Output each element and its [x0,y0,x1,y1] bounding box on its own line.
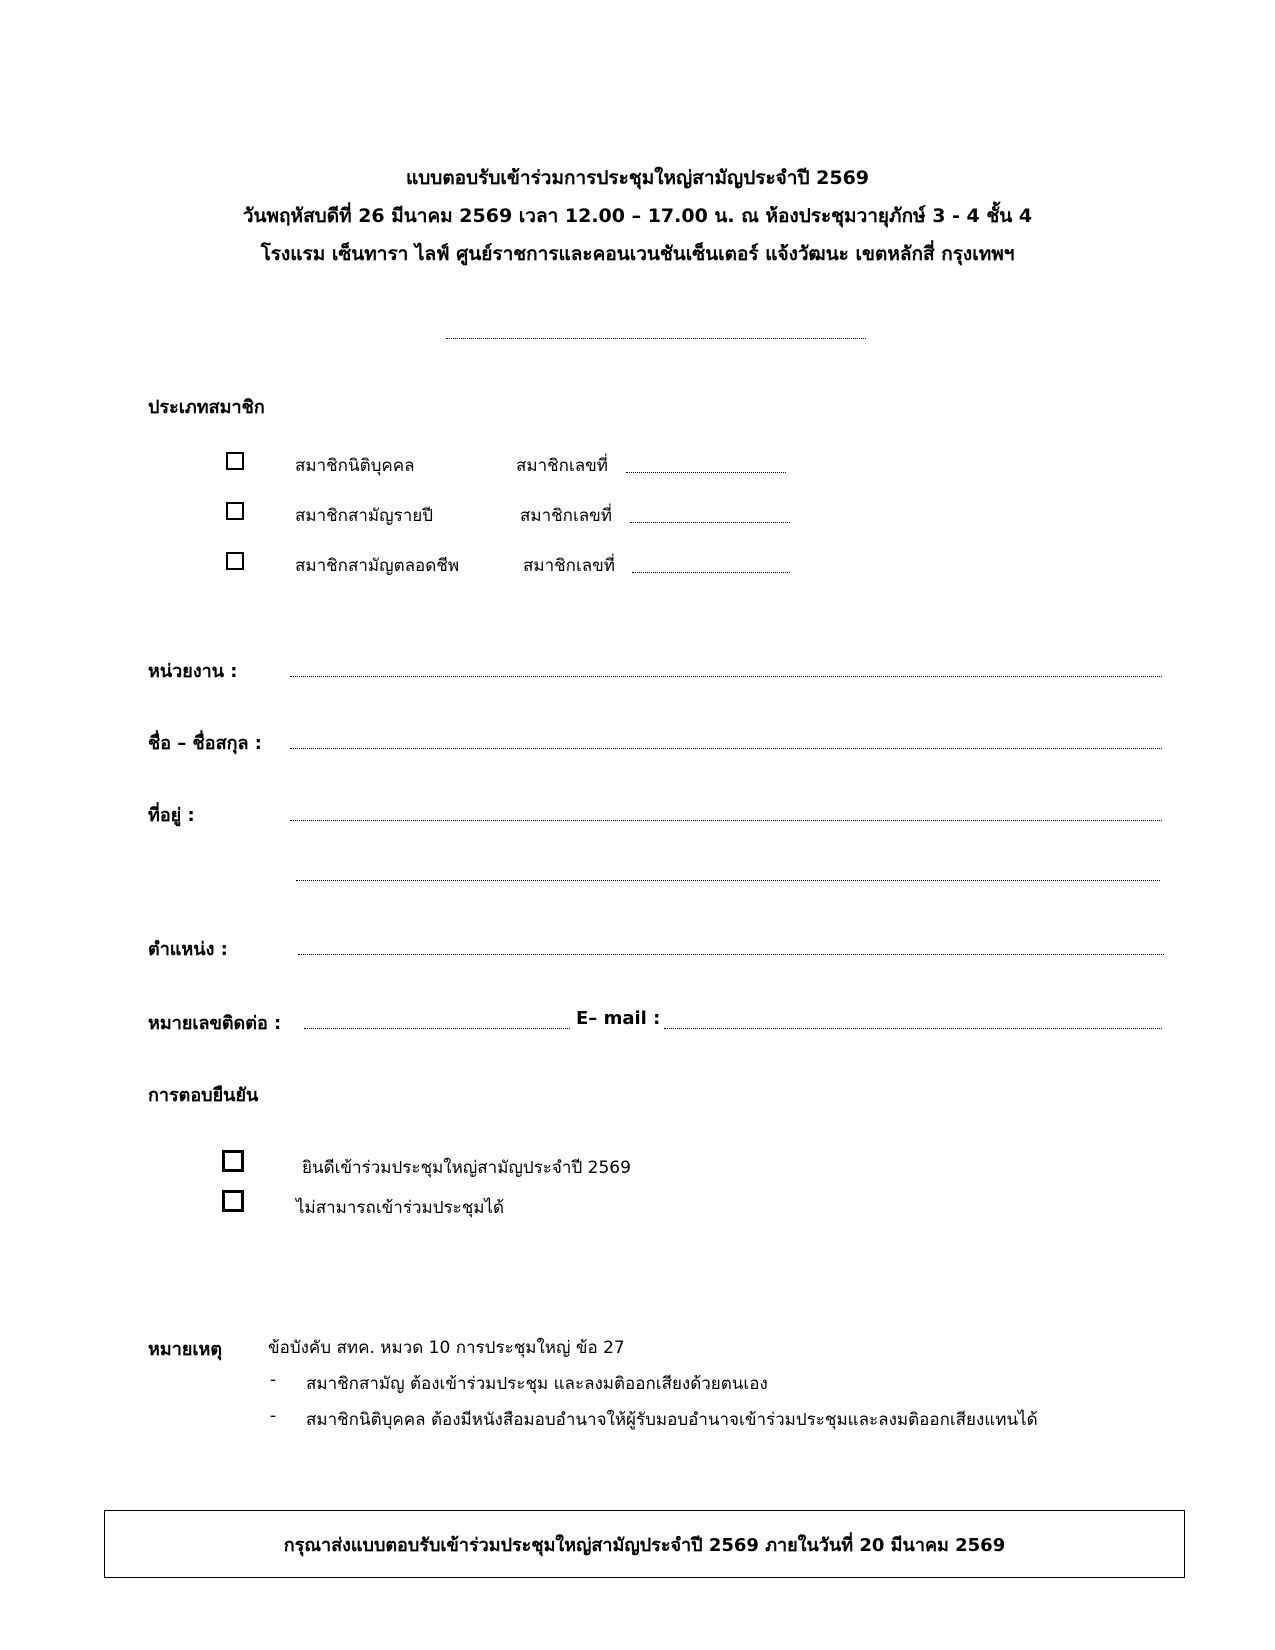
remark-item: สมาชิกนิติบุคคล ต้องมีหนังสือมอบอำนาจให้ผู้รับมอบอำนาจเข้าร่วมประชุมและลงมติออกเสียงแทนได้ [306,1410,1038,1430]
confirmation-heading: การตอบยืนยัน [148,1085,259,1106]
member-number-label: สมาชิกเลขที่ [516,456,609,476]
address-field-line2[interactable] [296,880,1160,881]
member-number-label: สมาชิกเลขที่ [523,556,616,576]
submission-deadline-text: กรุณาส่งแบบตอบรับเข้าร่วมประชุมใหญ่สามัญประจำปี 2569 ภายในวันที่ 20 มีนาคม 2569 [283,1534,1006,1556]
checkbox-annual-member[interactable] [226,502,244,520]
address-field-line1[interactable] [290,820,1162,821]
checkbox-lifetime-member[interactable] [226,552,244,570]
meeting-date-venue: วันพฤหัสบดีที่ 26 มีนาคม 2569 เวลา 12.00 – 17.00 น. ณ ห้องประชุมวายุภักษ์ 3 - 4 ชั้น 4 [242,205,1033,227]
option-lifetime-member: สมาชิกสามัญตลอดชีพ [295,556,460,576]
submission-deadline-box [104,1510,1185,1578]
bullet: - [270,1406,277,1426]
header-separator [446,338,866,339]
bullet: - [270,1370,277,1390]
remarks-intro: ข้อบังคับ สทค. หมวด 10 การประชุมใหญ่ ข้อ 27 [268,1338,625,1358]
member-number-label: สมาชิกเลขที่ [520,506,613,526]
checkbox-not-attend[interactable] [222,1190,244,1212]
member-type-heading: ประเภทสมาชิก [148,397,265,418]
member-number-field[interactable] [626,472,786,473]
name-field[interactable] [290,748,1162,749]
member-number-field[interactable] [632,572,790,573]
email-label: E– mail : [576,1008,661,1029]
agency-field[interactable] [290,676,1162,677]
form-title: แบบตอบรับเข้าร่วมการประชุมใหญ่สามัญประจำปี 2569 [405,167,870,189]
option-attend: ยินดีเข้าร่วมประชุมใหญ่สามัญประจำปี 2569 [302,1158,631,1178]
remarks-heading: หมายเหตุ [148,1339,223,1360]
member-number-field[interactable] [630,522,790,523]
option-juristic-member: สมาชิกนิติบุคคล [295,456,415,476]
checkbox-attend[interactable] [222,1150,244,1172]
email-field[interactable] [664,1028,1162,1029]
checkbox-juristic-member[interactable] [226,452,244,470]
option-not-attend: ไม่สามารถเข้าร่วมประชุมได้ [296,1198,505,1218]
position-label: ตำแหน่ง : [148,939,228,960]
position-field[interactable] [298,954,1164,955]
phone-label: หมายเลขติดต่อ : [148,1013,282,1034]
option-annual-member: สมาชิกสามัญรายปี [295,506,434,526]
name-label: ชื่อ – ชื่อสกุล : [148,733,262,754]
phone-field[interactable] [304,1028,570,1029]
meeting-location: โรงแรม เซ็นทารา ไลฟ์ ศูนย์ราชการและคอนเวนชันเซ็นเตอร์ แจ้งวัฒนะ เขตหลักสี่ กรุงเทพฯ [260,243,1015,265]
agency-label: หน่วยงาน : [148,661,238,682]
remark-item: สมาชิกสามัญ ต้องเข้าร่วมประชุม และลงมติออกเสียงด้วยตนเอง [306,1374,768,1394]
address-label: ที่อยู่ : [148,805,195,826]
